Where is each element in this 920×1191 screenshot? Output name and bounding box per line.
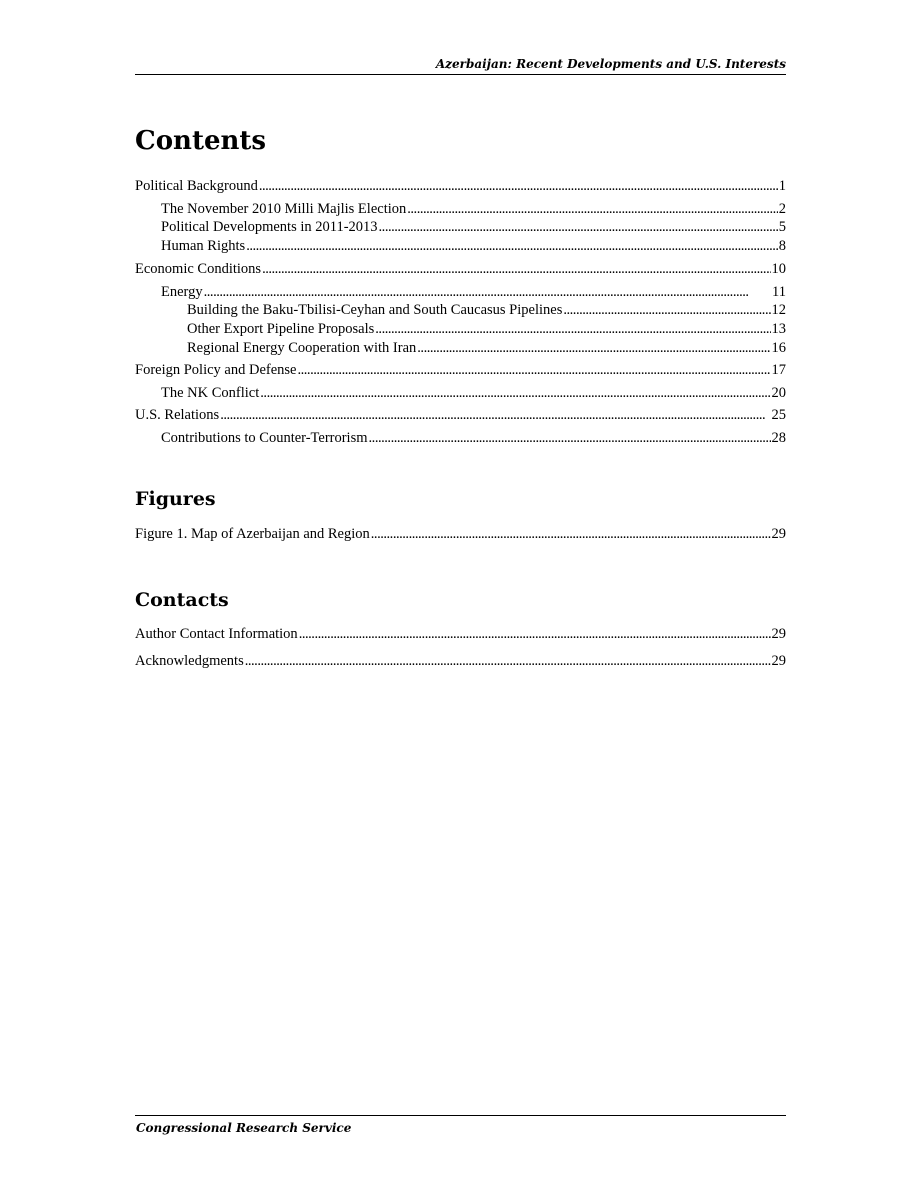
contacts-heading: Contacts: [135, 589, 229, 611]
toc-entry-us-relations[interactable]: [135, 406, 786, 424]
toc-entry-page: 29: [771, 526, 786, 542]
toc-entry-label: Building the Baku-Tbilisi-Ceyhan and South Caucasus Pipelines: [187, 302, 563, 318]
toc-entry-counter-terrorism[interactable]: [135, 429, 786, 447]
dot-leader: [371, 525, 771, 543]
dot-leader: [246, 237, 778, 255]
dot-leader: [375, 320, 770, 338]
toc-entry-milli-majlis-election[interactable]: [135, 200, 786, 218]
toc-entry-energy[interactable]: [135, 283, 786, 301]
dot-leader: [299, 625, 771, 643]
dot-leader: [379, 218, 778, 236]
figures-heading: Figures: [135, 488, 216, 510]
dot-leader: [407, 200, 778, 218]
dot-leader: [259, 177, 778, 195]
toc-entry-page: 1: [778, 178, 786, 194]
toc-entry-label: Contributions to Counter-Terrorism: [161, 430, 368, 446]
toc-entry-page: 29: [771, 626, 786, 642]
toc-entry-page: 20: [771, 385, 786, 401]
toc-entry-label: Regional Energy Cooperation with Iran: [187, 340, 417, 356]
running-header-title: Azerbaijan: Recent Developments and U.S. Interests: [435, 57, 786, 71]
toc-entry-acknowledgments[interactable]: [135, 652, 786, 670]
toc-entry-label: Author Contact Information: [135, 626, 298, 642]
toc-entry-label: U.S. Relations: [135, 407, 220, 423]
dot-leader: [369, 429, 771, 447]
toc-entry-label: Economic Conditions: [135, 261, 262, 277]
toc-entry-page: 25: [771, 407, 786, 423]
toc-entry-energy-cooperation-iran[interactable]: [135, 339, 786, 357]
toc-entry-label: Political Background: [135, 178, 258, 194]
toc-entry-page: 8: [778, 238, 786, 254]
toc-entry-page: 16: [771, 340, 786, 356]
toc-entry-page: 17: [771, 362, 786, 378]
toc-entry-label: Foreign Policy and Defense: [135, 362, 297, 378]
toc-entry-author-contact[interactable]: [135, 625, 786, 643]
toc-entry-label: Political Developments in 2011-2013: [161, 219, 378, 235]
dot-leader: [297, 361, 770, 379]
toc-entry-human-rights[interactable]: [135, 237, 786, 255]
toc-entry-political-background[interactable]: [135, 177, 786, 195]
dot-leader: [245, 652, 771, 670]
dot-leader: [204, 283, 771, 301]
toc-entry-label: The November 2010 Milli Majlis Election: [161, 201, 407, 217]
running-header: [135, 56, 786, 75]
dot-leader: [220, 406, 770, 424]
toc-entry-label: Acknowledgments: [135, 653, 244, 669]
toc-entry-export-pipeline-proposals[interactable]: [135, 320, 786, 338]
toc-entry-page: 29: [771, 653, 786, 669]
toc-entry-label: The NK Conflict: [161, 385, 260, 401]
toc-entry-page: 13: [771, 321, 786, 337]
running-footer: Congressional Research Service: [136, 1121, 352, 1135]
dot-leader: [417, 339, 770, 357]
toc-entry-label: Figure 1. Map of Azerbaijan and Region: [135, 526, 370, 542]
toc-entry-label: Energy: [161, 284, 203, 300]
footer-rule: [135, 1115, 786, 1116]
toc-entry-page: 5: [778, 219, 786, 235]
toc-entry-nk-conflict[interactable]: [135, 384, 786, 402]
contents-heading: Contents: [135, 126, 267, 156]
dot-leader: [563, 301, 770, 319]
toc-entry-label: Human Rights: [161, 238, 246, 254]
toc-entry-page: 28: [771, 430, 786, 446]
dot-leader: [262, 260, 770, 278]
toc-entry-page: 10: [771, 261, 786, 277]
toc-entry-page: 2: [778, 201, 786, 217]
toc-entry-label: Other Export Pipeline Proposals: [187, 321, 375, 337]
toc-entry-btc-pipelines[interactable]: [135, 301, 786, 319]
toc-entry-figure-1[interactable]: [135, 525, 786, 543]
toc-entry-foreign-policy-defense[interactable]: [135, 361, 786, 379]
dot-leader: [260, 384, 770, 402]
toc-entry-page: 12: [771, 302, 786, 318]
toc-entry-economic-conditions[interactable]: [135, 260, 786, 278]
toc-entry-political-developments[interactable]: [135, 218, 786, 236]
toc-entry-page: 11: [772, 284, 786, 300]
